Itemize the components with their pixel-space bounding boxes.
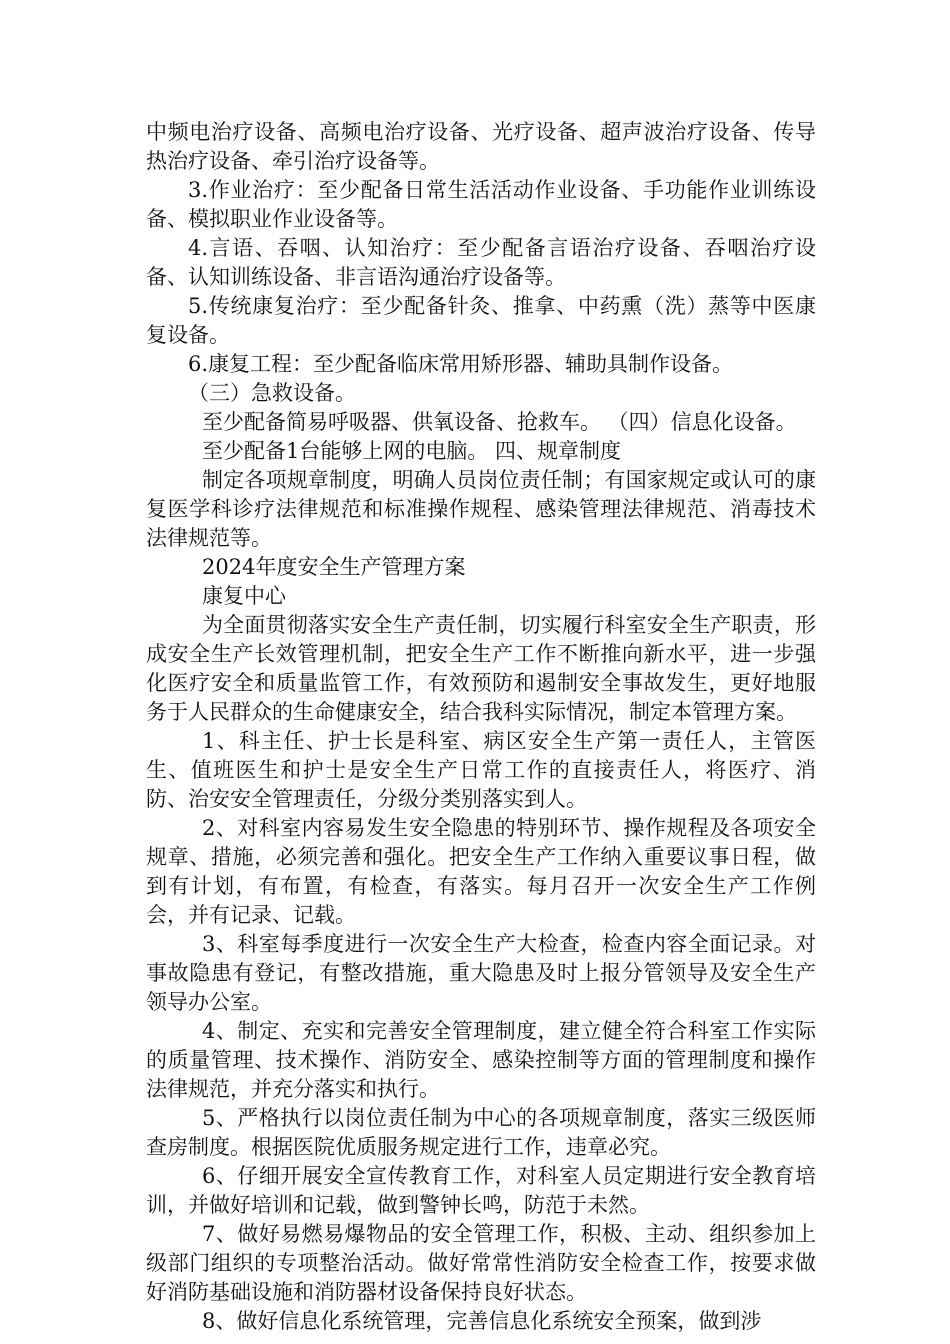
paragraph-traditional-rehab: 5.传统康复治疗：至少配备针灸、推拿、中药熏（洗）蒸等中医康复设备。 bbox=[146, 294, 816, 347]
document-title: 2024年度安全生产管理方案 bbox=[202, 555, 466, 579]
paragraph-rehab-engineering: 6.康复工程：至少配备临床常用矫形器、辅助具制作设备。 bbox=[188, 352, 734, 376]
department-name: 康复中心 bbox=[202, 584, 286, 608]
paragraph-equipment-continued: 中频电治疗设备、高频电治疗设备、光疗设备、超声波治疗设备、传导热治疗设备、牵引治疗设备等。 bbox=[146, 120, 816, 173]
list-item-6: 6、仔细开展安全宣传教育工作，对科室人员定期进行安全教育培训，并做好培训和记载，做到警钟长鸣，防范于未然。 bbox=[146, 1164, 816, 1217]
list-item-1: 1、科主任、护士长是科室、病区安全生产第一责任人，主管医生、值班医生和护士是安全生产日常工作的直接责任人，将医疗、消防、治安安全管理责任，分级分类别落实到人。 bbox=[146, 729, 816, 811]
paragraph-intro: 为全面贯彻落实安全生产责任制，切实履行科室安全生产职责，形成安全生产长效管理机制，把安全生产工作不断推向新水平，进一步强化医疗安全和质量监管工作，有效预防和遏制安全事故发生，更好地服务于人民群众的生命健康安全，结合我科实际情况，制定本管理方案。 bbox=[146, 613, 816, 724]
heading-emergency-equipment: （三）急救设备。 bbox=[188, 381, 356, 405]
list-item-4: 4、制定、充实和完善安全管理制度，建立健全符合科室工作实际的质量管理、技术操作、消防安全、感染控制等方面的管理制度和操作法律规范，并充分落实和执行。 bbox=[146, 1019, 816, 1101]
list-item-3: 3、科室每季度进行一次安全生产大检查，检查内容全面记录。对事故隐患有登记，有整改措施，重大隐患及时上报分管领导及安全生产领导办公室。 bbox=[146, 932, 816, 1014]
paragraph-occupational-therapy: 3.作业治疗：至少配备日常生活活动作业设备、手功能作业训练设备、模拟职业作业设备等。 bbox=[146, 178, 816, 231]
document-body bbox=[146, 118, 816, 1336]
paragraph-computer-requirement: 至少配备1台能够上网的电脑。 四、规章制度 bbox=[202, 439, 622, 463]
list-item-8: 8、做好信息化系统管理，完善信息化系统安全预案，做到涉 bbox=[202, 1309, 762, 1333]
list-item-5: 5、严格执行以岗位责任制为中心的各项规章制度，落实三级医师查房制度。根据医院优质服务规定进行工作，违章必究。 bbox=[146, 1106, 816, 1159]
paragraph-speech-therapy: 4.言语、吞咽、认知治疗：至少配备言语治疗设备、吞咽治疗设备、认知训练设备、非言语沟通治疗设备等。 bbox=[146, 236, 816, 289]
paragraph-regulations: 制定各项规章制度，明确人员岗位责任制；有国家规定或认可的康复医学科诊疗法律规范和标准操作规程、感染管理法律规范、消毒技术法律规范等。 bbox=[146, 468, 816, 550]
list-item-2: 2、对科室内容易发生安全隐患的特别环节、操作规程及各项安全规章、措施，必须完善和强化。把安全生产工作纳入重要议事日程，做到有计划，有布置，有检查，有落实。每月召开一次安全生产工作例会，并有记录、记载。 bbox=[146, 816, 816, 927]
list-item-7: 7、做好易燃易爆物品的安全管理工作，积极、主动、组织参加上级部门组织的专项整治活动。做好常常性消防安全检查工作，按要求做好消防基础设施和消防器材设备保持良好状态。 bbox=[146, 1222, 816, 1304]
paragraph-emergency-equipment: 至少配备简易呼吸器、供氧设备、抢救车。 （四）信息化设备。 bbox=[202, 410, 797, 434]
